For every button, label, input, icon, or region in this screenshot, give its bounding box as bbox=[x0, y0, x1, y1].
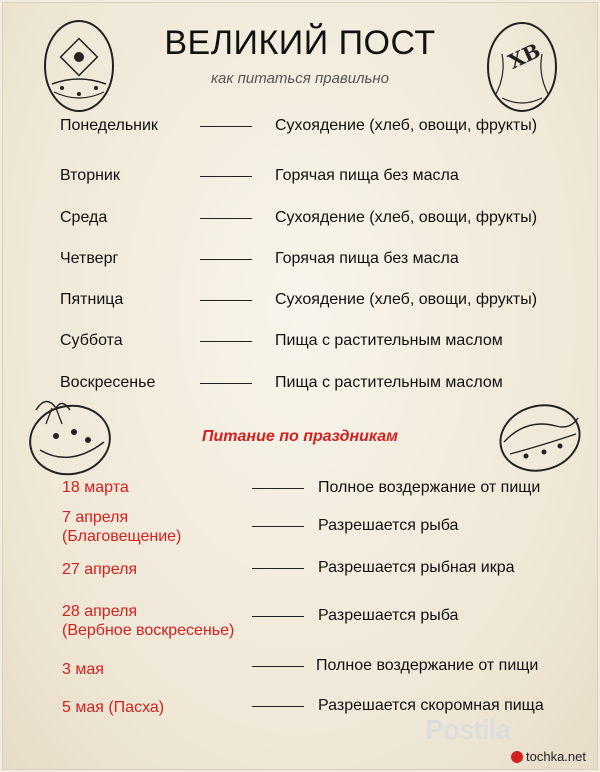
holiday-note: (Благовещение) bbox=[62, 528, 182, 545]
watermark bbox=[511, 749, 586, 764]
weekday-label: Воскресенье bbox=[60, 374, 156, 391]
holiday-date: 18 марта bbox=[62, 479, 129, 496]
holiday-row bbox=[0, 508, 600, 548]
holiday-row bbox=[0, 657, 600, 690]
weekday-label: Суббота bbox=[60, 332, 123, 349]
holiday-rule: Разрешается рыба bbox=[318, 517, 459, 534]
holiday-row bbox=[0, 602, 600, 642]
dash-divider bbox=[252, 568, 304, 569]
weekday-rule: Пища с растительным маслом bbox=[275, 374, 503, 391]
weekday-rule: Сухоядение (хлеб, овощи, фрукты) bbox=[275, 291, 538, 308]
week-row bbox=[0, 290, 600, 320]
dash-divider bbox=[200, 259, 252, 260]
watermark-dot-icon bbox=[511, 751, 523, 763]
weekday-rule: Сухоядение (хлеб, овощи, фрукты) bbox=[275, 209, 538, 226]
holiday-row bbox=[0, 478, 600, 508]
dash-divider bbox=[200, 341, 252, 342]
holiday-row bbox=[0, 560, 600, 590]
week-row bbox=[0, 373, 600, 403]
weekday-rule: Горячая пища без масла bbox=[275, 250, 459, 267]
dash-divider bbox=[252, 488, 304, 489]
holiday-rule: Полное воздержание от пищи bbox=[318, 479, 541, 496]
weekday-rule: Горячая пища без масла bbox=[275, 167, 459, 184]
watermark-site: tochka.net bbox=[526, 749, 586, 764]
week-row bbox=[0, 208, 600, 238]
dash-divider bbox=[252, 666, 304, 667]
dash-divider bbox=[252, 706, 304, 707]
egg-letters: ХВ bbox=[504, 38, 544, 74]
holiday-rule: Полное воздержание от пищи bbox=[316, 657, 539, 674]
holiday-date: 7 апреля bbox=[62, 509, 129, 526]
dash-divider bbox=[200, 300, 252, 301]
holiday-date: 28 апреля bbox=[62, 603, 138, 620]
dash-divider bbox=[252, 616, 304, 617]
weekday-label: Пятница bbox=[60, 291, 124, 308]
watermark-faint-text: Postila bbox=[425, 714, 510, 745]
dash-divider bbox=[200, 383, 252, 384]
weekday-label: Четверг bbox=[60, 250, 119, 267]
weekday-label: Среда bbox=[60, 209, 108, 226]
dash-divider bbox=[252, 526, 304, 527]
page-subtitle: как питаться правильно bbox=[210, 70, 390, 87]
dash-divider bbox=[200, 218, 252, 219]
holiday-rule: Разрешается скоромная пища bbox=[318, 697, 544, 714]
weekday-rule: Пища с растительным маслом bbox=[275, 332, 503, 349]
week-row bbox=[0, 249, 600, 279]
holiday-note: (Вербное воскресенье) bbox=[62, 622, 235, 639]
page-title: ВЕЛИКИЙ ПОСТ bbox=[164, 24, 436, 62]
week-row bbox=[0, 166, 600, 196]
weekday-label: Понедельник bbox=[60, 117, 158, 134]
holidays-heading: Питание по праздникам bbox=[202, 428, 398, 445]
holiday-row bbox=[0, 698, 600, 728]
weekday-label: Вторник bbox=[60, 167, 120, 184]
dash-divider bbox=[200, 176, 252, 177]
holiday-date: 5 мая (Пасха) bbox=[62, 699, 165, 716]
holiday-date: 3 мая bbox=[62, 661, 104, 678]
holiday-rule: Разрешается рыбная икра bbox=[318, 559, 515, 576]
week-row bbox=[0, 116, 600, 146]
week-row bbox=[0, 331, 600, 361]
holiday-rule: Разрешается рыба bbox=[318, 607, 459, 624]
weekday-rule: Сухоядение (хлеб, овощи, фрукты) bbox=[275, 117, 538, 134]
holiday-date: 27 апреля bbox=[62, 561, 138, 578]
dash-divider bbox=[200, 126, 252, 127]
